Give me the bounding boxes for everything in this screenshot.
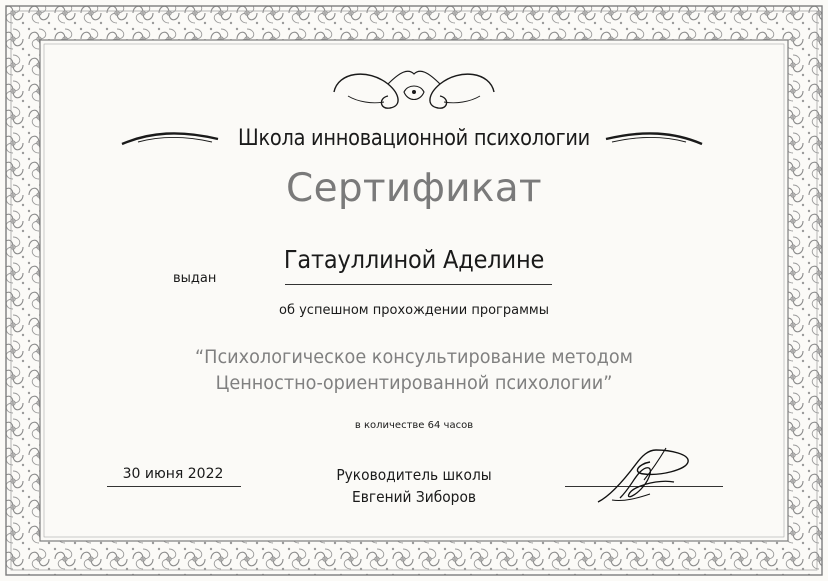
recipient-underline: [285, 284, 552, 285]
program-title-line1: “Психологическое консультирование методом: [195, 346, 633, 368]
completion-text: об успешном прохождении программы: [279, 303, 549, 318]
issued-label: выдан: [173, 271, 217, 286]
issue-date: 30 июня 2022: [122, 466, 224, 482]
signatory-name: Евгений Зиборов: [351, 488, 477, 506]
recipient-name: Гатауллиной Аделине: [283, 245, 545, 274]
school-name: Школа инновационной психологии: [238, 126, 590, 151]
signature: [590, 440, 700, 510]
certificate-title: Сертификат: [286, 166, 542, 211]
hours-text: в количестве 64 часов: [354, 420, 474, 431]
flourish-top: [328, 62, 500, 114]
program-title-line2: Ценностно-ориентированной психологии”: [215, 372, 613, 394]
signatory-role: Руководитель школы: [336, 466, 492, 484]
date-underline: [107, 486, 241, 487]
